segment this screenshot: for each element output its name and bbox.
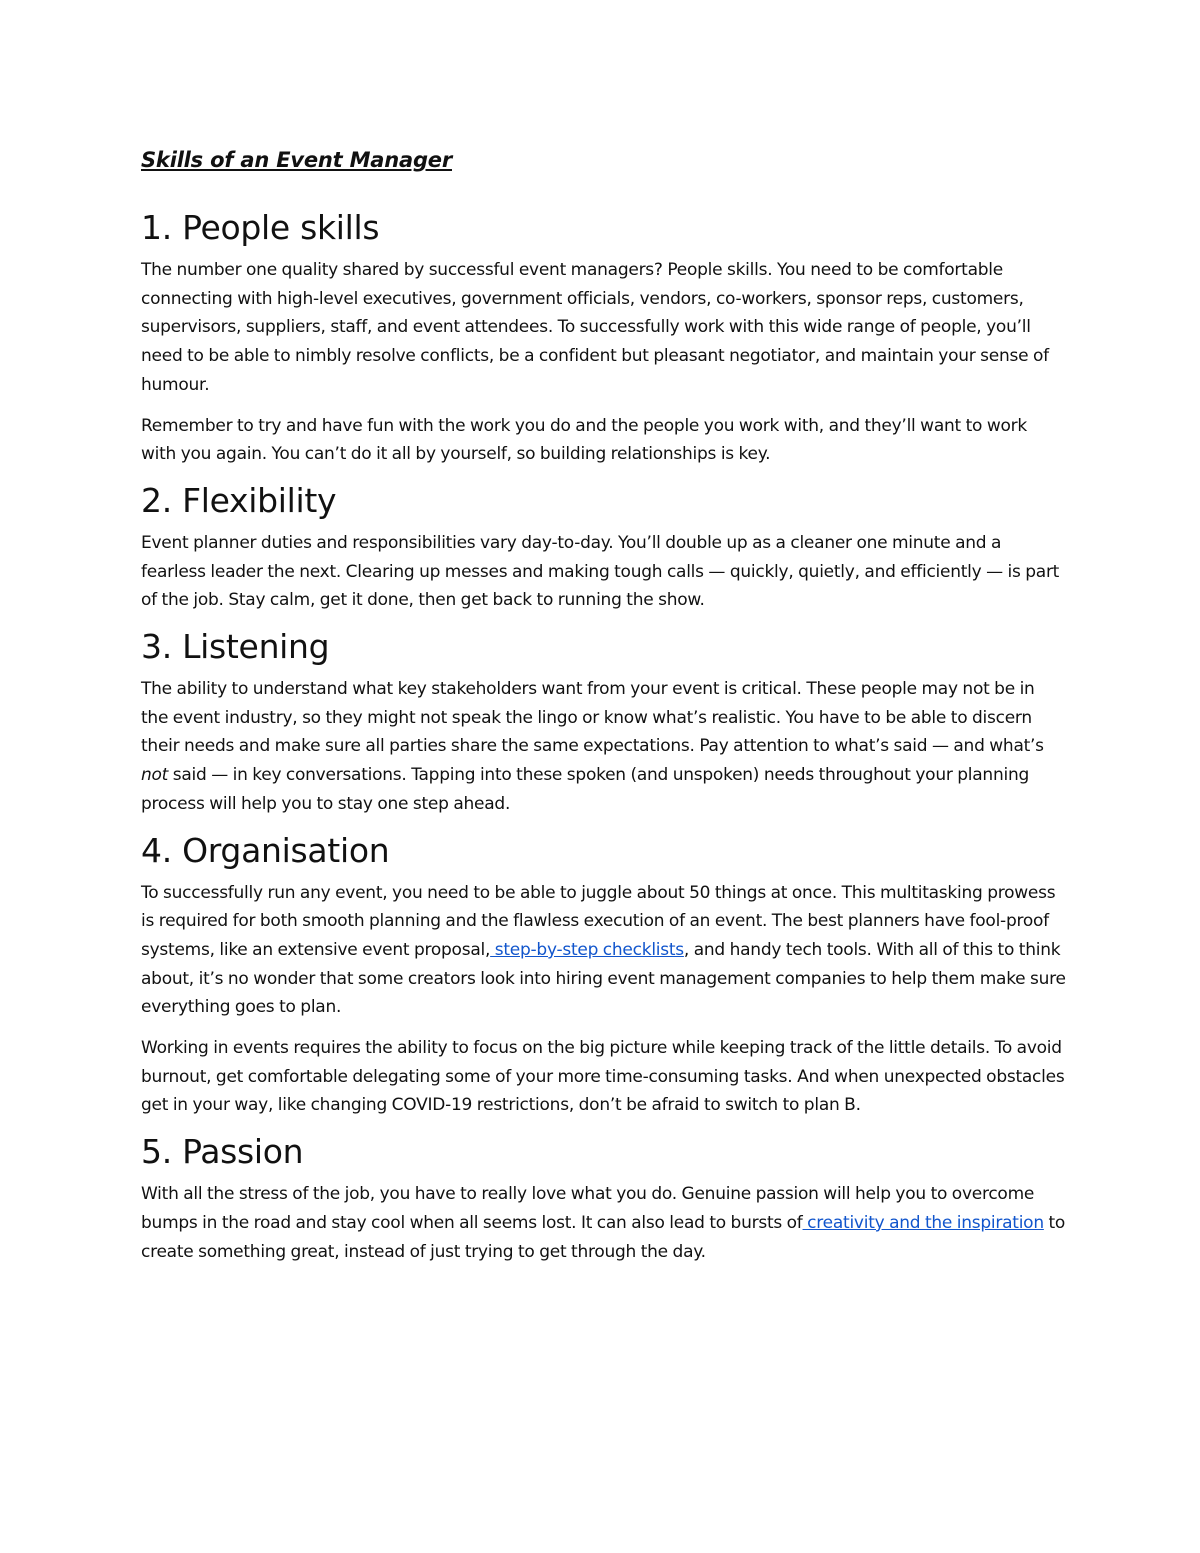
paragraph: Remember to try and have fun with the work you do and the people you work with, and they’ll want to work with you again. You can’t do it all by yourself, so building relationships is key. <box>141 415 1027 465</box>
section-flexibility <box>141 481 1066 615</box>
paragraph <box>141 1180 1066 1266</box>
paragraph <box>141 675 1066 819</box>
emphasis-text: not <box>141 765 169 786</box>
checklists-link[interactable]: step-by-step checklists <box>490 939 684 960</box>
paragraph-text: To successfully run any event, you need to be able to juggle about 50 things at once. This multitasking prowess is required for both smooth planning and the flawless execution of an event. The best planners have fool-proof systems, like an extensive event proposal, <box>141 882 1056 960</box>
section-heading: 2. Flexibility <box>141 480 337 520</box>
paragraph-text: to create something great, instead of just trying to get through the day. <box>141 1212 1066 1262</box>
section-organisation <box>141 831 1066 1121</box>
section-heading: 5. Passion <box>141 1132 304 1172</box>
paragraph <box>141 879 1066 1023</box>
section-people-skills <box>141 208 1066 469</box>
paragraph: Event planner duties and responsibilities vary day-to-day. You’ll double up as a cleaner one minute and a fearless leader the next. Clearing up messes and making tough calls — quickly, quietly, and efficiently — is part of the job. Stay calm, get it done, then get back to running the show. <box>141 532 1060 611</box>
document-title: Skills of an Event Manager <box>141 148 452 172</box>
section-passion <box>141 1132 1066 1266</box>
section-heading: 4. Organisation <box>141 830 390 870</box>
paragraph-text: With all the stress of the job, you have to really love what you do. Genuine passion will help you to overcome bumps in the road and stay cool when all seems lost. It can also lead to bursts of <box>141 1184 1035 1233</box>
section-heading: 3. Listening <box>141 627 330 667</box>
section-heading: 1. People skills <box>141 208 380 247</box>
paragraph: Working in events requires the ability to focus on the big picture while keeping track of the little details. To avoid burnout, get comfortable delegating some of your more time-consuming tasks. And when unexpected obstacles get in your way, like changing COVID-19 restrictions, don’t be afraid to switch to plan B. <box>141 1038 1065 1116</box>
paragraph-text: said — in key conversations. Tapping into these spoken (and unspoken) needs throughout your planning process will help you to stay one step ahead. <box>141 765 1030 814</box>
paragraph-text: , and handy tech tools. With all of this to think about, it’s no wonder that some creators look into hiring event management companies to help them make sure everything goes to plan. <box>141 939 1066 1018</box>
paragraph-text: The ability to understand what key stakeholders want from your event is critical. These people may not be in the event industry, so they might not speak the lingo or know what’s realistic. You have to be able to discern their needs and make sure all parties share the same expectations. Pay attention to what’s said — and what’s <box>141 679 1044 757</box>
creativity-link[interactable]: creativity and the inspiration <box>802 1212 1044 1233</box>
document-page <box>141 140 1066 1278</box>
section-listening <box>141 627 1066 819</box>
paragraph: The number one quality shared by successful event managers? People skills. You need to be comfortable connecting with high-level executives, government officials, vendors, co-workers, sponsor reps, customers, supervisors, suppliers, staff, and event attendees. To successfully work with this wide range of people, you’ll need to be able to nimbly resolve conflicts, be a confident but pleasant negotiator, and maintain your sense of humour. <box>141 260 1049 395</box>
